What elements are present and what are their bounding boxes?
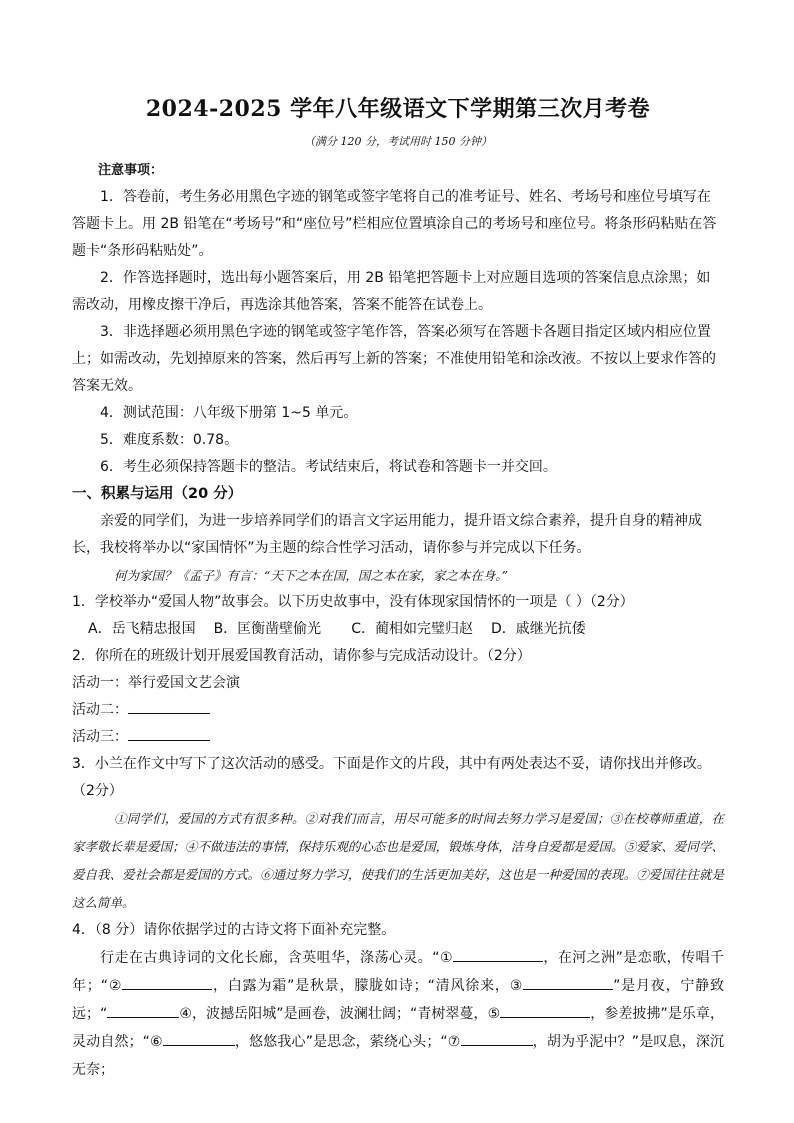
page-title: 2024-2025 学年八年级语文下学期第三次月考卷 xyxy=(145,96,651,122)
blank-5[interactable] xyxy=(500,1005,590,1018)
question-3-passage: ①同学们，爱国的方式有很多种。②对我们而言，用尽可能多的时间去努力学习是爱国；③在校尊师重道，在家孝敬长辈是爱国；④不做违法的事情，保持乐观的心态也是爱国，锻炼身体，洁身自爱都是爱国。⑤爱家、爱同学、爱自我、爱社会都是爱国的方式。⑥通过努力学习，使我们的生活更加美好，这也是一种爱国的表现。⑦爱国往往就是这么简单。 xyxy=(72,811,724,910)
notice-item-6: 6．考生必须保持答题卡的整洁。考试结束后，将试卷和答题卡一并交回。 xyxy=(100,459,557,475)
option-a[interactable]: A．岳飞精忠报国 xyxy=(88,621,196,637)
activity-2-blank[interactable] xyxy=(128,699,210,714)
exam-subtitle: （满分 120 分，考试用时 150 分钟） xyxy=(304,135,492,148)
poem-text-4: ”是月夜，宁静致远；“ xyxy=(72,978,724,1022)
notice-item-3: 3．非选择题必须用黑色字迹的钢笔或签字笔作答，答案必须写在答题卡各题目指定区域内相应位置上；如需改动，先划掉原来的答案，然后再写上新的答案；不准使用铅笔和涂改液。不按以上要求作答的答案无效。 xyxy=(72,324,716,394)
activity-2-label: 活动二： xyxy=(72,702,128,718)
notice-item-2: 2．作答选择题时，选出每小题答案后，用 2B 铅笔把答题卡上对应题目选项的答案信息点涂黑；如需改动，用橡皮擦干净后，再选涂其他答案，答案不能答在试卷上。 xyxy=(72,270,711,313)
activity-1: 活动一：举行爱国文艺会演 xyxy=(72,675,240,691)
section-intro: 亲爱的同学们，为进一步培养同学们的语言文字运用能力，提升语文综合素养，提升自身的精神成长，我校将举办以“家国情怀”为主题的综合性学习活动，请你参与并完成以下任务。 xyxy=(72,513,702,556)
blank-6[interactable] xyxy=(163,1033,235,1046)
question-1-stem: 1．学校举办“爱国人物”故事会。以下历史故事中，没有体现家国情怀的一项是（ ）（2分） xyxy=(72,594,634,610)
activity-2-line xyxy=(72,697,724,724)
exam-page xyxy=(72,92,724,1084)
question-1-options xyxy=(72,616,724,643)
poem-text-1: 行走在古典诗词的文化长廊，含英咀华，涤荡心灵。“① xyxy=(100,950,453,966)
mencius-quote: 何为家国？《孟子》有言：“天下之本在国，国之本在家，家之本在身。” xyxy=(114,568,509,583)
question-2-stem: 2．你所在的班级计划开展爱国教育活动，请你参与完成活动设计。（2分） xyxy=(72,648,531,664)
poem-text-6: ，参差披拂”是乐章，灵动自然；“⑥ xyxy=(72,1006,724,1050)
blank-3[interactable] xyxy=(523,977,613,990)
poem-text-5: ④，波撼岳阳城”是画卷，波澜壮阔；“青树翠蔓，⑤ xyxy=(179,1006,501,1022)
activity-3-label: 活动三： xyxy=(72,729,128,745)
poem-text-7: ，悠悠我心”是思念，萦绕心头；“⑦ xyxy=(234,1034,461,1050)
blank-1[interactable] xyxy=(453,949,543,962)
notice-item-4: 4．测试范围：八年级下册第 1~5 单元。 xyxy=(100,405,358,421)
poem-text-2: ，在河之洲”是恋歌，传唱千年；“② xyxy=(72,950,724,994)
option-c[interactable]: C．蔺相如完璧归赵 xyxy=(351,621,473,637)
question-4-poem-fill xyxy=(72,944,724,1084)
option-d[interactable]: D．戚继光抗倭 xyxy=(490,621,586,637)
section-heading: 一、积累与运用（20 分） xyxy=(72,486,243,502)
activity-3-blank[interactable] xyxy=(128,726,210,741)
notice-item-1: 1．答卷前，考生务必用黑色字迹的钢笔或签字笔将自己的准考证号、姓名、考场号和座位号填写在答题卡上。用 2B 铅笔在“考场号”和“座位号”栏相应位置填涂自己的考场号和座位号。将条形码粘贴在答题卡“条形码粘贴处”。 xyxy=(72,189,717,259)
notice-item-5: 5．难度系数：0.78。 xyxy=(100,432,239,448)
poem-text-8: ，胡为乎泥中？”是叹息，深沉无奈； xyxy=(72,1034,724,1078)
blank-7[interactable] xyxy=(461,1033,533,1046)
option-b[interactable]: B．匡衡凿壁偷光 xyxy=(213,621,322,637)
notice-heading: 注意事项： xyxy=(98,163,164,178)
poem-text-3: ，白露为霜”是秋景，朦胧如诗；“清风徐来，③ xyxy=(212,978,524,994)
activity-3-line xyxy=(72,724,724,751)
question-4-stem: 4．（8 分）请你依据学过的古诗文将下面补充完整。 xyxy=(72,922,396,938)
blank-4[interactable] xyxy=(107,1005,179,1018)
question-3-stem: 3．小兰在作文中写下了这次活动的感受。下面是作文的片段，其中有两处表达不妥，请你找出并修改。（2分） xyxy=(72,756,711,799)
blank-2[interactable] xyxy=(122,977,212,990)
